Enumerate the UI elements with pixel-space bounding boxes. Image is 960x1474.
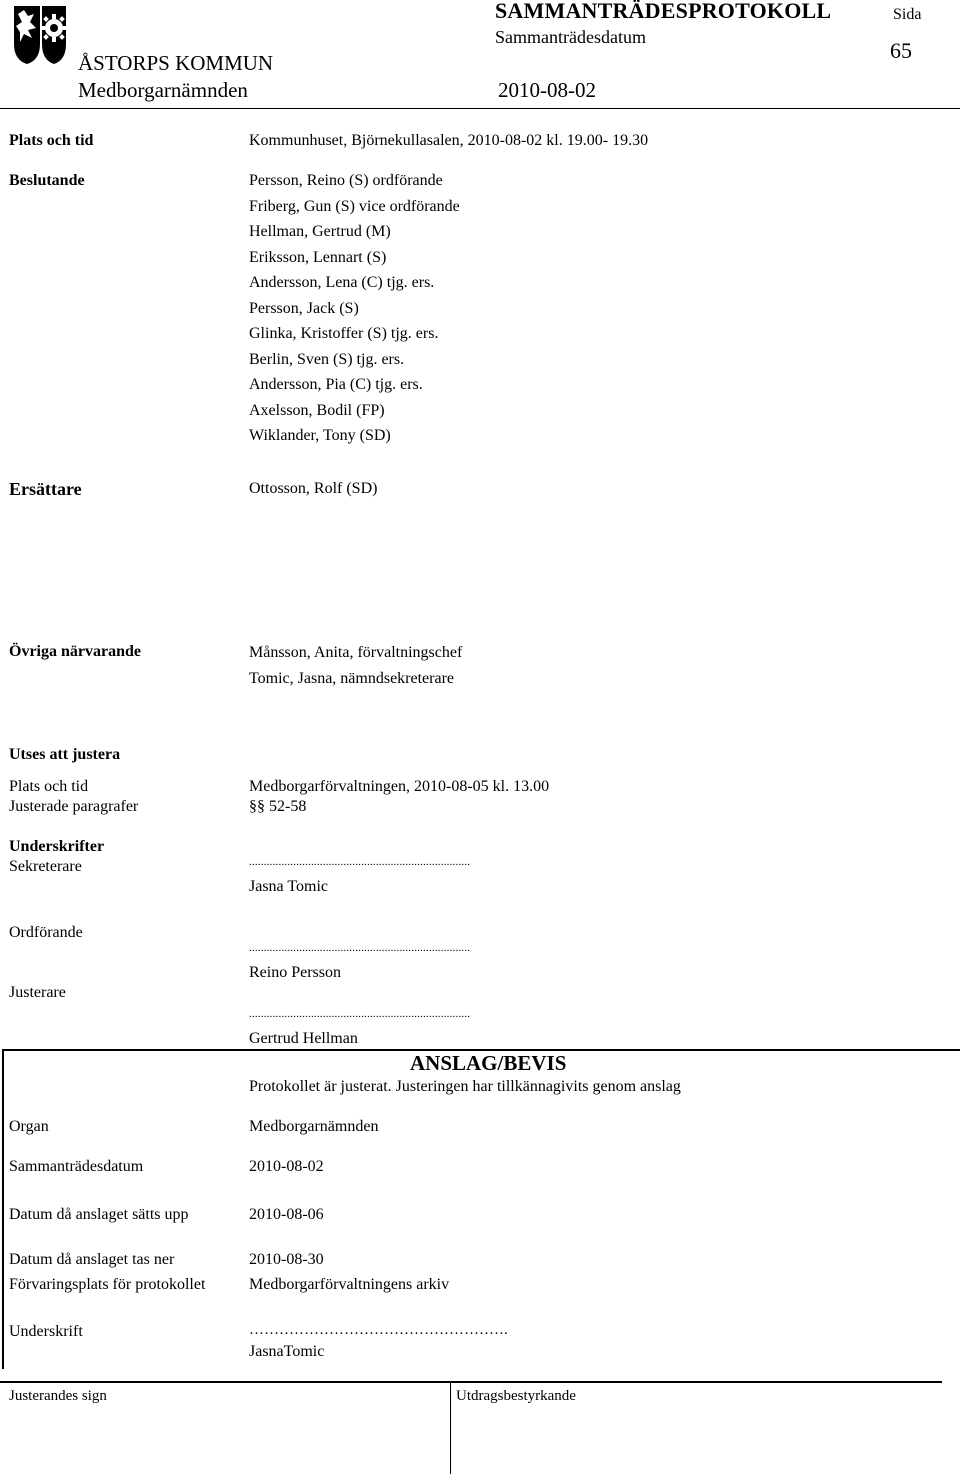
deciding-member: Axelsson, Bodil (FP) (249, 401, 385, 419)
deciding-member: Berlin, Sven (S) tjg. ers. (249, 350, 405, 368)
paragraphs-value: §§ 52-58 (249, 798, 307, 815)
signature-line: ........................................................................... (249, 1008, 471, 1020)
date-label: Sammanträdesdatum (495, 27, 646, 47)
deciding-member: Wiklander, Tony (SD) (249, 427, 391, 444)
chair-label: Ordförande (9, 924, 83, 941)
deciding-label: Beslutande (9, 172, 85, 189)
signature-line: ........................................................................... (249, 942, 471, 954)
notice-signature-name: JasnaTomic (249, 1343, 325, 1360)
deciding-member: Persson, Reino (S) ordförande (249, 172, 443, 189)
place-label: Plats och tid (9, 132, 94, 149)
secretary-name: Jasna Tomic (249, 878, 329, 895)
organ-label: Organ (9, 1118, 49, 1135)
adjustment-title: Utses att justera (9, 746, 121, 763)
deciding-member: Andersson, Pia (C) tjg. ers. (249, 376, 423, 393)
organ-value: Medborgarnämnden (249, 1118, 379, 1135)
page-number: 65 (890, 38, 912, 63)
substitutes-label: Ersättare (9, 479, 82, 499)
others-list (249, 640, 462, 691)
footer-extract-label: Utdragsbestyrkande (456, 1388, 576, 1404)
adjustment-place-label: Plats och tid (9, 778, 89, 795)
notice-statement: Protokollet är justerat. Justeringen har tillkännagivits genom anslag (249, 1078, 681, 1095)
adjustment-place-value: Medborgarförvaltningen, 2010-08-05 kl. 13.00 (249, 778, 550, 795)
adjuster-name: Gertrud Hellman (249, 1030, 358, 1047)
paragraphs-label: Justerade paragrafer (9, 798, 139, 815)
deciding-member: Persson, Jack (S) (249, 299, 359, 317)
substitute-member: Ottosson, Rolf (SD) (249, 480, 378, 497)
footer-sign-label: Justerandes sign (9, 1388, 107, 1404)
municipality-name: ÅSTORPS KOMMUN (78, 51, 274, 75)
removed-label: Datum då anslaget tas ner (9, 1251, 175, 1268)
others-label: Övriga närvarande (9, 643, 141, 660)
header-divider (0, 108, 960, 109)
signatures-title: Underskrifter (9, 838, 105, 855)
posted-label: Datum då anslaget sätts upp (9, 1206, 189, 1223)
deciding-member: Eriksson, Lennart (S) (249, 248, 387, 266)
meeting-date: 2010-08-02 (498, 78, 596, 102)
coat-of-arms-logo (12, 4, 68, 66)
adjuster-label: Justerare (9, 984, 66, 1001)
page-label: Sida (893, 6, 922, 23)
meeting-date-value: 2010-08-02 (249, 1158, 324, 1175)
other-attendee: Tomic, Jasna, nämndsekreterare (249, 669, 455, 687)
secretary-label: Sekreterare (9, 858, 82, 875)
meeting-date-label: Sammanträdesdatum (9, 1158, 144, 1175)
deciding-member: Andersson, Lena (C) tjg. ers. (249, 274, 435, 291)
deciding-member: Friberg, Gun (S) vice ordförande (249, 197, 460, 215)
deciding-member: Glinka, Kristoffer (S) tjg. ers. (249, 325, 439, 342)
removed-value: 2010-08-30 (249, 1251, 324, 1268)
deciding-list (249, 168, 460, 449)
storage-label: Förvaringsplats för protokollet (9, 1276, 206, 1293)
notice-title: ANSLAG/BEVIS (410, 1051, 567, 1075)
deciding-member: Hellman, Gertrud (M) (249, 223, 391, 240)
notice-signature-line: ……………………………………………. (249, 1322, 508, 1338)
footer-separator (450, 1381, 451, 1474)
other-attendee: Månsson, Anita, förvaltningschef (249, 644, 463, 661)
signature-label: Underskrift (9, 1323, 83, 1340)
committee-name: Medborgarnämnden (78, 78, 248, 102)
chair-name: Reino Persson (249, 964, 341, 981)
doc-title: SAMMANTRÄDESPROTOKOLL (495, 0, 832, 23)
storage-value: Medborgarförvaltningens arkiv (249, 1276, 450, 1293)
place-value: Kommunhuset, Björnekullasalen, 2010-08-02 kl. 19.00- 19.30 (249, 132, 649, 149)
posted-value: 2010-08-06 (249, 1206, 324, 1223)
signature-line: ........................................................................... (249, 856, 471, 868)
footer-divider (0, 1381, 942, 1383)
